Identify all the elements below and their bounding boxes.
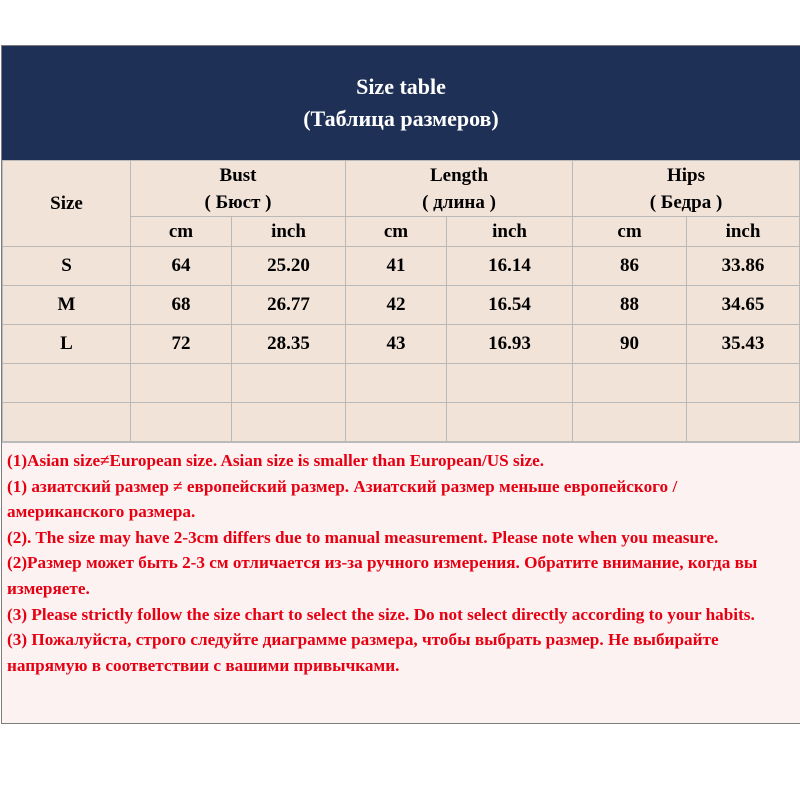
size-cell: S [3,247,131,286]
length-cm-cell: 41 [346,247,447,286]
notes-section [2,442,800,723]
length-column-header [346,161,573,217]
length-cm-cell: 42 [346,286,447,325]
bust-inch-header: inch [232,217,346,247]
table-row [3,325,800,364]
note-1-en: (1)Asian size≠European size. Asian size is smaller than European/US size. [7,451,545,470]
bust-cm-header: cm [131,217,232,247]
empty-row [3,403,800,442]
length-label-ru: ( длина ) [422,191,496,213]
size-cell: M [3,286,131,325]
note-3-en: (3) Please strictly follow the size chart to select the size. Do not select directly according to your habits. [7,604,755,624]
hips-inch-cell: 34.65 [687,286,800,325]
bust-label-ru: ( Бюст ) [204,191,272,213]
bust-inch-cell: 28.35 [232,325,346,364]
bust-cm-cell: 68 [131,286,232,325]
length-inch-header: inch [447,217,573,247]
note-2-en: (2). The size may have 2-3cm differs due to manual measurement. Please note when you measure. [7,527,719,547]
hips-cm-cell: 90 [573,325,687,364]
table-row [3,286,800,325]
note-1-ru: (1) азиатский размер ≠ европейский размер. Азиатский размер меньше европейского / американского размера. [7,476,678,522]
hips-column-header [573,161,800,217]
length-label: Length [429,164,489,186]
page-title: Size table [356,74,446,99]
length-inch-cell: 16.93 [447,325,573,364]
table-row [3,247,800,286]
hips-label-ru: ( Бедра ) [649,191,723,213]
hips-inch-header: inch [687,217,800,247]
empty-row [3,364,800,403]
length-cm-cell: 43 [346,325,447,364]
note-3-ru: (3) Пожалуйста, строго следуйте диаграмме размера, чтобы выбрать размер. Не выбирайте напрямую в соответствии с вашими привычками. [7,630,719,675]
bust-inch-cell: 26.77 [232,286,346,325]
bust-cm-cell: 72 [131,325,232,364]
page-subtitle: (Таблица размеров) [303,106,499,131]
hips-cm-cell: 86 [573,247,687,286]
bust-label: Bust [219,164,257,186]
bust-cm-cell: 64 [131,247,232,286]
hips-label: Hips [667,164,706,186]
bust-inch-cell: 25.20 [232,247,346,286]
hips-cm-header: cm [573,217,687,247]
size-column-header: Size [3,161,131,247]
length-inch-cell: 16.14 [447,247,573,286]
note-2-ru: (2)Размер может быть 2-3 см отличается из-за ручного измерения. Обратите внимание, когда вы измеряете. [7,553,758,598]
length-inch-cell: 16.54 [447,286,573,325]
hips-inch-cell: 33.86 [687,247,800,286]
length-cm-header: cm [346,217,447,247]
size-table-header [2,46,800,160]
hips-cm-cell: 88 [573,286,687,325]
size-table [2,160,800,442]
size-cell: L [3,325,131,364]
hips-inch-cell: 35.43 [687,325,800,364]
bust-column-header [131,161,346,217]
size-chart [1,45,800,724]
